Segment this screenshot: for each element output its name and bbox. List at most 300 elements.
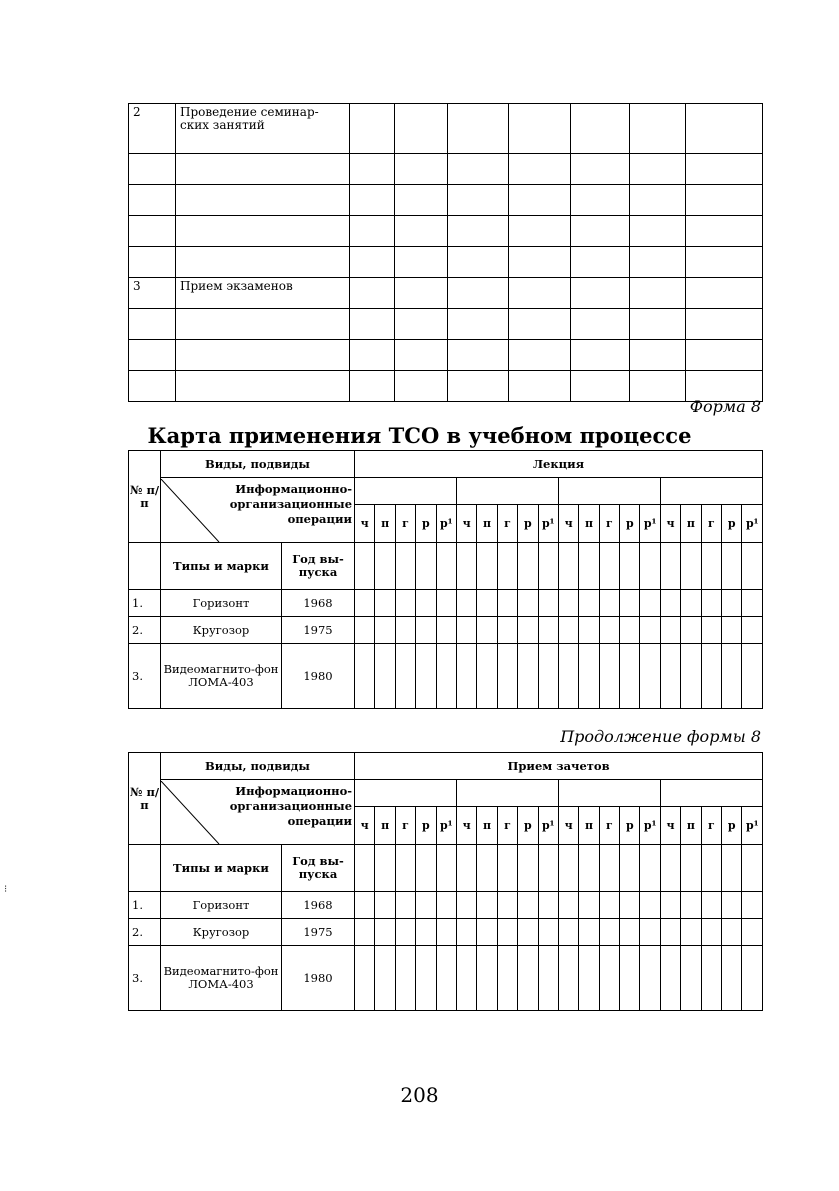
table-cell <box>436 946 456 1011</box>
table-cell <box>722 543 742 590</box>
table-cell <box>416 590 436 617</box>
table-cell <box>686 185 763 216</box>
op-letter: п <box>681 505 701 543</box>
table-cell <box>701 892 721 919</box>
device-name: Кругозор <box>161 617 282 644</box>
table-cell <box>395 216 448 247</box>
table-cell <box>477 644 497 709</box>
table-cell <box>681 892 701 919</box>
table-cell <box>375 845 395 892</box>
header-num: № п/п <box>129 753 161 845</box>
device-name: Горизонт <box>161 892 282 919</box>
table-cell <box>509 371 571 402</box>
op-letter: р¹ <box>640 807 660 845</box>
table-cell <box>456 892 476 919</box>
table-cell <box>436 892 456 919</box>
table-cell <box>701 617 721 644</box>
row-text <box>176 216 350 247</box>
op-letter: г <box>701 807 721 845</box>
device-name: Кругозор <box>161 919 282 946</box>
table-cell <box>722 644 742 709</box>
row-number <box>129 154 176 185</box>
table-cell <box>497 644 517 709</box>
device-name: Видеомагнито-фон ЛОМА-403 <box>161 644 282 709</box>
table-cell <box>518 543 538 590</box>
header-year: Год вы-пуска <box>282 845 355 892</box>
table-cell <box>571 278 630 309</box>
table-cell <box>395 543 415 590</box>
table-cell <box>701 845 721 892</box>
table-cell <box>350 371 395 402</box>
table-cell <box>579 644 599 709</box>
op-letter: г <box>599 807 619 845</box>
table-row <box>129 247 763 278</box>
table-cell <box>630 216 686 247</box>
header-section: Лекция <box>355 451 763 478</box>
table-cell <box>456 919 476 946</box>
row-text <box>176 185 350 216</box>
group-cell <box>355 780 457 807</box>
op-letter: ч <box>660 807 680 845</box>
table-cell <box>620 644 640 709</box>
table-cell <box>518 617 538 644</box>
row-text <box>176 247 350 278</box>
op-letter: г <box>497 807 517 845</box>
table-cell <box>395 340 448 371</box>
table-cell <box>686 247 763 278</box>
tco-table-lecture <box>128 450 763 709</box>
table-cell <box>497 590 517 617</box>
table-cell <box>416 543 436 590</box>
table-cell <box>681 644 701 709</box>
table-cell <box>477 590 497 617</box>
table-row <box>129 590 763 617</box>
table-cell <box>620 543 640 590</box>
op-letter: р¹ <box>640 505 660 543</box>
device-year: 1968 <box>282 590 355 617</box>
table-cell <box>436 617 456 644</box>
row-number <box>129 247 176 278</box>
table-cell <box>722 919 742 946</box>
table-cell <box>579 919 599 946</box>
header-kinds: Виды, подвиды <box>161 451 355 478</box>
table-cell <box>436 644 456 709</box>
margin-mark: ⁝ <box>4 884 8 895</box>
table-cell <box>558 543 578 590</box>
device-name: Видеомагнито-фон ЛОМА-403 <box>161 946 282 1011</box>
ops-line3: операции <box>287 813 353 828</box>
op-letter: г <box>497 505 517 543</box>
op-letter: ч <box>355 505 375 543</box>
table-cell <box>620 946 640 1011</box>
table-cell <box>355 644 375 709</box>
table-cell <box>701 919 721 946</box>
op-letter: р¹ <box>538 807 558 845</box>
table-cell <box>448 278 509 309</box>
table-cell <box>571 216 630 247</box>
op-letter: р¹ <box>436 505 456 543</box>
row-number <box>129 216 176 247</box>
table-row <box>129 617 763 644</box>
table-cell <box>660 845 680 892</box>
header-operations <box>161 478 355 543</box>
table-cell <box>620 845 640 892</box>
op-letter: п <box>477 807 497 845</box>
table-cell <box>701 590 721 617</box>
table-cell <box>375 543 395 590</box>
table-cell <box>579 892 599 919</box>
device-name: Горизонт <box>161 590 282 617</box>
ops-line2: организационные <box>229 798 353 813</box>
header-kinds: Виды, подвиды <box>161 753 355 780</box>
table-cell <box>620 892 640 919</box>
table-cell <box>681 543 701 590</box>
table-cell <box>558 617 578 644</box>
table-cell <box>497 892 517 919</box>
table-cell <box>355 590 375 617</box>
table-cell <box>477 946 497 1011</box>
table-cell <box>456 590 476 617</box>
table-cell <box>579 543 599 590</box>
table-cell <box>630 371 686 402</box>
table-cell <box>640 644 660 709</box>
table-cell <box>477 919 497 946</box>
table-cell <box>538 845 558 892</box>
table-cell <box>509 278 571 309</box>
table-row <box>129 340 763 371</box>
table-cell <box>509 154 571 185</box>
table-cell <box>395 309 448 340</box>
table-cell <box>395 185 448 216</box>
op-letter: р¹ <box>742 505 763 543</box>
table-row <box>129 104 763 154</box>
table-cell <box>448 216 509 247</box>
table-cell <box>599 590 619 617</box>
table-cell <box>681 946 701 1011</box>
table-cell <box>742 892 763 919</box>
table-cell <box>538 919 558 946</box>
row-number <box>129 371 176 402</box>
op-letter: ч <box>558 505 578 543</box>
row-text <box>176 340 350 371</box>
table-cell <box>436 590 456 617</box>
group-cell <box>660 780 762 807</box>
table-cell <box>518 644 538 709</box>
table-cell <box>448 309 509 340</box>
table-cell <box>395 104 448 154</box>
top-table <box>128 103 763 402</box>
table-cell <box>477 892 497 919</box>
device-year: 1975 <box>282 919 355 946</box>
table-cell <box>640 617 660 644</box>
device-num: 2. <box>129 617 161 644</box>
table-cell <box>395 247 448 278</box>
table-cell <box>509 185 571 216</box>
group-cell <box>355 478 457 505</box>
form-title: Карта применения ТСО в учебном процессе <box>147 423 692 448</box>
device-num: 3. <box>129 644 161 709</box>
device-num: 1. <box>129 892 161 919</box>
table-cell <box>448 104 509 154</box>
ops-line3: операции <box>287 511 353 526</box>
table-cell <box>701 644 721 709</box>
table-cell <box>558 845 578 892</box>
group-cell <box>660 478 762 505</box>
table-cell <box>509 216 571 247</box>
op-letter: р <box>722 505 742 543</box>
table-cell <box>660 617 680 644</box>
op-letter: п <box>375 807 395 845</box>
table-cell <box>681 845 701 892</box>
table-cell <box>681 590 701 617</box>
table-cell <box>436 543 456 590</box>
table-cell <box>630 154 686 185</box>
group-cell <box>558 478 660 505</box>
header-year: Год вы-пуска <box>282 543 355 590</box>
ops-line2: организационные <box>229 496 353 511</box>
table-cell <box>416 617 436 644</box>
group-cell <box>456 780 558 807</box>
table-cell <box>355 946 375 1011</box>
table-cell <box>558 892 578 919</box>
row-number <box>129 309 176 340</box>
table-cell <box>620 617 640 644</box>
table-cell <box>538 644 558 709</box>
table-row <box>129 919 763 946</box>
table-cell <box>416 919 436 946</box>
table-cell <box>456 946 476 1011</box>
table-cell <box>630 247 686 278</box>
table-cell <box>571 185 630 216</box>
table-cell <box>538 617 558 644</box>
table-cell <box>350 185 395 216</box>
table-cell <box>509 340 571 371</box>
table-cell <box>686 154 763 185</box>
table-cell <box>509 104 571 154</box>
table-row <box>129 309 763 340</box>
table-cell <box>620 590 640 617</box>
row-text: Проведение семинар-ских занятий <box>176 104 350 154</box>
table-cell <box>681 919 701 946</box>
table-cell <box>395 892 415 919</box>
device-year: 1975 <box>282 617 355 644</box>
table-cell <box>640 590 660 617</box>
op-letter: р <box>722 807 742 845</box>
header-num: № п/п <box>129 451 161 543</box>
op-letter: ч <box>355 807 375 845</box>
table-cell <box>742 543 763 590</box>
table-cell <box>571 340 630 371</box>
table-cell <box>497 946 517 1011</box>
row-text <box>176 154 350 185</box>
table-cell <box>395 154 448 185</box>
table-cell <box>722 892 742 919</box>
table-cell <box>350 216 395 247</box>
table-cell <box>518 845 538 892</box>
table-cell <box>448 185 509 216</box>
device-num: 2. <box>129 919 161 946</box>
header-operations <box>161 780 355 845</box>
op-letter: р¹ <box>538 505 558 543</box>
table-cell <box>448 340 509 371</box>
op-letter: р <box>416 807 436 845</box>
header-types: Типы и марки <box>161 845 282 892</box>
table-cell <box>436 845 456 892</box>
table-cell <box>375 590 395 617</box>
table-cell <box>660 919 680 946</box>
table-cell <box>742 919 763 946</box>
table-cell <box>571 154 630 185</box>
table-cell <box>599 845 619 892</box>
table-cell <box>456 543 476 590</box>
table-cell <box>350 104 395 154</box>
table-cell <box>375 892 395 919</box>
table-cell <box>579 617 599 644</box>
ops-line1: Информационно- <box>235 783 353 798</box>
table-cell <box>448 371 509 402</box>
table-cell <box>599 617 619 644</box>
row-number: 3 <box>129 278 176 309</box>
page-number: 208 <box>400 1083 439 1107</box>
table-cell <box>350 278 395 309</box>
group-cell <box>558 780 660 807</box>
table-cell <box>395 371 448 402</box>
table-cell <box>630 278 686 309</box>
op-letter: ч <box>558 807 578 845</box>
table-cell <box>448 247 509 278</box>
table-cell <box>456 617 476 644</box>
table-cell <box>558 644 578 709</box>
table-cell <box>660 946 680 1011</box>
table-cell <box>416 892 436 919</box>
table-cell <box>742 946 763 1011</box>
op-letter: г <box>395 807 415 845</box>
table-cell <box>571 104 630 154</box>
table-row <box>129 946 763 1011</box>
table-cell <box>742 644 763 709</box>
form-label: Форма 8 <box>689 397 761 416</box>
op-letter: ч <box>456 807 476 845</box>
table-cell <box>477 543 497 590</box>
table-row <box>129 154 763 185</box>
row-text <box>176 309 350 340</box>
table-cell <box>620 919 640 946</box>
device-year: 1980 <box>282 946 355 1011</box>
table-cell <box>375 919 395 946</box>
table-cell <box>579 946 599 1011</box>
table-cell <box>395 617 415 644</box>
table-cell <box>355 845 375 892</box>
table-cell <box>722 946 742 1011</box>
row-text <box>176 371 350 402</box>
header-types: Типы и марки <box>161 543 282 590</box>
table-cell <box>375 644 395 709</box>
table-cell <box>640 845 660 892</box>
table-cell <box>497 919 517 946</box>
table-cell <box>456 644 476 709</box>
table-cell <box>742 590 763 617</box>
table-cell <box>477 617 497 644</box>
table-cell <box>630 185 686 216</box>
table-cell <box>436 919 456 946</box>
table-cell <box>538 946 558 1011</box>
table-row <box>129 216 763 247</box>
table-cell <box>558 590 578 617</box>
ops-line1: Информационно- <box>235 481 353 496</box>
table-cell <box>558 919 578 946</box>
group-cell <box>456 478 558 505</box>
table-cell <box>538 892 558 919</box>
table-cell <box>599 946 619 1011</box>
table-row <box>129 278 763 309</box>
table-cell <box>571 371 630 402</box>
table-cell <box>599 543 619 590</box>
op-letter: г <box>395 505 415 543</box>
op-letter: р <box>620 505 640 543</box>
op-letter: ч <box>660 505 680 543</box>
table-cell <box>640 892 660 919</box>
table-row <box>129 644 763 709</box>
op-letter: п <box>681 807 701 845</box>
table-cell <box>395 278 448 309</box>
table-cell <box>742 617 763 644</box>
table-cell <box>571 309 630 340</box>
table-cell <box>686 216 763 247</box>
table-cell <box>681 617 701 644</box>
op-letter: п <box>579 807 599 845</box>
table-cell <box>416 946 436 1011</box>
table-cell <box>686 340 763 371</box>
table-cell <box>518 919 538 946</box>
device-num: 3. <box>129 946 161 1011</box>
table-cell <box>497 543 517 590</box>
table-cell <box>518 590 538 617</box>
row-number <box>129 185 176 216</box>
table-cell <box>518 892 538 919</box>
table-cell <box>509 247 571 278</box>
table-cell <box>701 946 721 1011</box>
table-cell <box>395 590 415 617</box>
table-cell <box>355 617 375 644</box>
table-cell <box>129 845 161 892</box>
device-year: 1980 <box>282 644 355 709</box>
form-cont-label: Продолжение формы 8 <box>560 727 761 746</box>
table-cell <box>742 845 763 892</box>
table-cell <box>579 845 599 892</box>
table-cell <box>538 543 558 590</box>
table-cell <box>630 309 686 340</box>
table-cell <box>395 845 415 892</box>
table-cell <box>350 247 395 278</box>
table-cell <box>722 617 742 644</box>
table-cell <box>579 590 599 617</box>
table-cell <box>350 154 395 185</box>
table-cell <box>355 919 375 946</box>
table-cell <box>395 919 415 946</box>
op-letter: п <box>477 505 497 543</box>
table-cell <box>416 845 436 892</box>
table-cell <box>660 590 680 617</box>
table-cell <box>456 845 476 892</box>
table-cell <box>599 919 619 946</box>
table-cell <box>518 946 538 1011</box>
table-cell <box>395 644 415 709</box>
op-letter: г <box>701 505 721 543</box>
table-row <box>129 892 763 919</box>
table-cell <box>630 340 686 371</box>
table-cell <box>660 543 680 590</box>
table-cell <box>722 845 742 892</box>
